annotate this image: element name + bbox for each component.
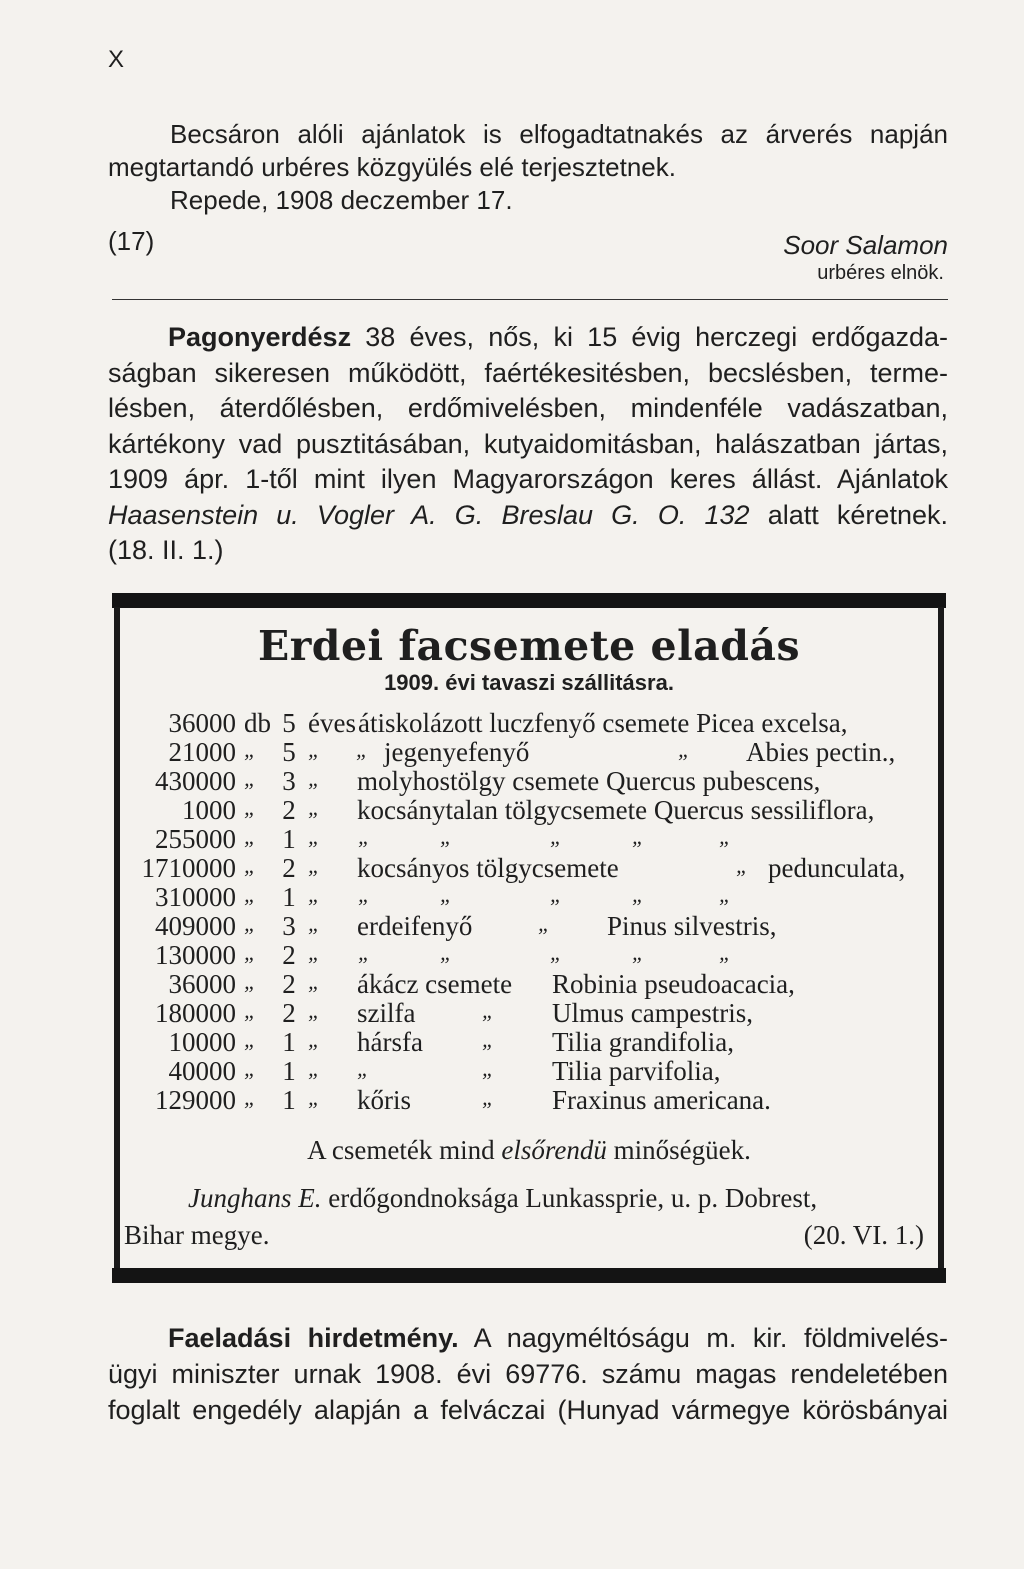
ditto-mark: „	[308, 1085, 321, 1110]
notice-line: kártékony vad pusztitásában, kutyaidomitásban, halászatban jártas,	[108, 428, 948, 459]
notice-line: Becsáron alóli ajánlatok is elfogadtatnakés az árverés napján	[170, 119, 948, 149]
seedling-row	[112, 1027, 946, 1056]
seedling-age: 1	[282, 1056, 296, 1086]
signature-row	[108, 226, 948, 284]
seedling-row	[112, 737, 946, 766]
seedling-name: kőris	[357, 1085, 411, 1115]
seedling-quantity: 130000	[155, 940, 236, 970]
ditto-mark: „	[538, 911, 551, 936]
quality-text: minőségüek.	[606, 1135, 751, 1165]
seedling-unit: db	[244, 708, 271, 738]
ditto-mark: „	[482, 1085, 495, 1110]
ditto-mark: „	[358, 940, 371, 965]
seedling-row	[112, 766, 946, 795]
notice-address: Haasenstein u. Vogler A. G. Breslau G. O. 132	[108, 499, 750, 530]
quality-emphasis: elsőrendü	[501, 1135, 607, 1165]
seedling-quantity: 310000	[155, 882, 236, 912]
ditto-mark: „	[308, 795, 321, 820]
ditto-mark: „	[244, 853, 257, 878]
notice-line: foglalt engedély alapján a felváczai (Hunyad vármegye körösbányai	[108, 1395, 948, 1425]
seedling-row	[112, 824, 946, 853]
notice-line: ügyi miniszter urnak 1908. évi 69776. számu magas rendeletében	[108, 1359, 948, 1389]
seedling-quantity: 1710000	[141, 853, 236, 883]
seedling-age: 3	[282, 911, 296, 941]
ditto-mark: „	[308, 882, 321, 907]
ditto-mark: „	[244, 911, 257, 936]
ditto-mark: „	[308, 1027, 321, 1052]
ditto-mark: „	[244, 882, 257, 907]
ditto-mark: „	[244, 824, 257, 849]
seedling-row	[112, 998, 946, 1027]
seedling-name: molyhostölgy csemete Quercus pubescens,	[357, 766, 821, 796]
seedling-name: kocsánytalan tölgycsemete Quercus sessiliflora,	[357, 795, 875, 825]
ditto-mark: „	[308, 969, 321, 994]
notice-text: 38 éves, nős, ki 15 évig herczegi erdőgazda-	[351, 322, 948, 352]
seedling-quantity: 430000	[155, 766, 236, 796]
seedling-latin-name: Fraxinus americana.	[552, 1085, 771, 1115]
ditto-mark: „	[357, 1056, 370, 1081]
ditto-mark: „	[244, 940, 257, 965]
seedling-quantity: 40000	[168, 1056, 236, 1086]
ad-owner	[188, 1183, 924, 1214]
ditto-mark: „	[308, 766, 321, 791]
seedling-age: 3	[282, 766, 296, 796]
ad-reference: (20. VI. 1.)	[803, 1220, 924, 1250]
seedling-row	[112, 853, 946, 882]
ditto-mark: „	[308, 998, 321, 1023]
notice-line: lésben, áterdőlésben, erdőmivelésben, mindenféle vadászatban,	[108, 393, 948, 423]
notice-text: A nagyméltóságu m. kir. földmivelés-	[458, 1323, 948, 1353]
notice-line: ságban sikeresen működött, faértékesitésben, becslésben, terme-	[108, 357, 948, 388]
ditto-mark: „	[308, 1056, 321, 1081]
seedling-quantity: 129000	[155, 1085, 236, 1115]
seedling-row	[112, 969, 946, 998]
owner-name: Junghans E.	[188, 1183, 322, 1213]
reference-number: (17)	[108, 226, 155, 256]
ditto-mark: „	[632, 824, 645, 849]
notice-lead: Pagonyerdész	[168, 322, 352, 352]
seedling-age: 5	[282, 737, 296, 767]
notice-line	[108, 320, 948, 356]
ditto-mark: „	[308, 911, 321, 936]
seedling-latin-name: Pinus silvestris,	[607, 911, 777, 941]
seedling-latin-name: Robinia pseudoacacia,	[552, 969, 795, 999]
seedling-quantity: 1000	[182, 795, 236, 825]
ditto-mark: „	[358, 824, 371, 849]
ditto-mark: „	[440, 940, 453, 965]
ad-border-bottom	[112, 1268, 946, 1283]
seedling-quantity: 36000	[168, 708, 236, 738]
notice-date: Repede, 1908 deczember 17.	[170, 185, 513, 215]
notice-line: megtartandó urbéres közgyülés elé terjesztetnek.	[108, 152, 676, 182]
seedling-row	[112, 940, 946, 969]
seedling-age: 1	[282, 824, 296, 854]
notice-faeladas	[108, 1320, 948, 1428]
ditto-mark: „	[550, 940, 563, 965]
seedling-age: 2	[282, 940, 296, 970]
seedling-quantity: 10000	[168, 1027, 236, 1057]
ditto-mark: „	[358, 882, 371, 907]
seedling-latin-name: Abies pectin.,	[746, 737, 896, 767]
ditto-mark: „	[356, 737, 369, 762]
seedling-name: erdeifenyő	[357, 911, 473, 941]
seedling-row	[112, 1056, 946, 1085]
notice-text: alatt kéretnek.	[749, 499, 948, 530]
ad-county-row	[124, 1220, 924, 1251]
ditto-mark: „	[736, 853, 749, 878]
notice-lead: Faeladási hirdetmény.	[168, 1323, 459, 1353]
seedling-row	[112, 1085, 946, 1114]
page-mark: X	[108, 46, 125, 73]
seedling-name: hársfa	[357, 1027, 423, 1057]
seedling-age: 2	[282, 795, 296, 825]
notice-pagonyerdesz	[108, 320, 948, 569]
quality-text: A csemeték mind	[307, 1135, 502, 1165]
ditto-mark: „	[244, 795, 257, 820]
notice-line	[108, 498, 948, 534]
ditto-mark: „	[550, 882, 563, 907]
ditto-mark: „	[482, 998, 495, 1023]
ditto-mark: „	[308, 824, 321, 849]
seedling-age: 1	[282, 1027, 296, 1057]
seedling-row	[112, 882, 946, 911]
ditto-mark: „	[244, 998, 257, 1023]
seedling-row	[112, 911, 946, 940]
seedling-latin-name: Tilia parvifolia,	[552, 1056, 721, 1086]
ditto-mark: „	[440, 824, 453, 849]
seedling-age: 1	[282, 1085, 296, 1115]
ditto-mark: „	[308, 853, 321, 878]
ditto-mark: „	[440, 882, 453, 907]
ditto-mark: „	[308, 940, 321, 965]
seedling-name: átiskolázott luczfenyő csemete Picea excelsa,	[358, 708, 848, 738]
signer-name: Soor Salamon	[783, 230, 948, 260]
seedling-row	[112, 795, 946, 824]
ditto-mark: „	[308, 737, 321, 762]
seedling-name: kocsányos tölgycsemete	[357, 853, 619, 883]
seedling-name: jegenyefenyő	[384, 737, 530, 767]
ad-quality-note	[112, 1135, 946, 1166]
seedling-age: 5	[282, 708, 296, 738]
ad-subheadline: 1909. évi tavaszi szállitásra.	[384, 670, 674, 695]
signer-title: urbéres elnök.	[817, 262, 944, 284]
ditto-mark: „	[244, 969, 257, 994]
seedling-row	[112, 708, 946, 737]
ditto-mark: „	[244, 1085, 257, 1110]
ditto-mark: „	[678, 737, 691, 762]
seedling-quantity: 180000	[155, 998, 236, 1028]
divider	[112, 299, 948, 300]
ditto-mark: „	[719, 824, 732, 849]
ad-headline: Erdei facsemete eladás	[257, 622, 801, 670]
ditto-mark: „	[632, 940, 645, 965]
seedling-latin-name: pedunculata,	[768, 853, 906, 883]
notice-urberes	[108, 118, 948, 217]
ditto-mark: „	[244, 1027, 257, 1052]
seedling-age: 1	[282, 882, 296, 912]
seedling-age: 2	[282, 969, 296, 999]
ditto-mark: „	[550, 824, 563, 849]
seedling-quantity: 409000	[155, 911, 236, 941]
seedling-quantity: 36000	[168, 969, 236, 999]
county: Bihar megye.	[124, 1220, 270, 1250]
ditto-mark: „	[244, 737, 257, 762]
ditto-mark: „	[244, 1056, 257, 1081]
seedling-latin-name: Ulmus campestris,	[552, 998, 753, 1028]
ditto-mark: „	[482, 1056, 495, 1081]
notice-line	[108, 1320, 948, 1356]
seedling-quantity: 21000	[168, 737, 236, 767]
seedling-name: ákácz csemete	[357, 969, 513, 999]
ditto-mark: „	[244, 766, 257, 791]
seedling-quantity: 255000	[155, 824, 236, 854]
ditto-mark: „	[632, 882, 645, 907]
seedling-age: 2	[282, 998, 296, 1028]
seedling-age: 2	[282, 853, 296, 883]
ditto-mark: „	[719, 882, 732, 907]
seedling-latin-name: Tilia grandifolia,	[552, 1027, 734, 1057]
notice-line: 1909 ápr. 1-től mint ilyen Magyarországon keres állást. Ajánlatok	[108, 464, 948, 494]
ditto-mark: „	[719, 940, 732, 965]
ad-border-top	[112, 593, 946, 608]
ditto-mark: „	[482, 1027, 495, 1052]
notice-reference: (18. II. 1.)	[108, 535, 224, 565]
seedling-advertisement	[112, 593, 946, 1283]
seedling-name: szilfa	[357, 998, 416, 1028]
seedling-age-unit: éves	[308, 708, 356, 738]
owner-address: erdőgondnoksága Lunkassprie, u. p. Dobrest,	[321, 1183, 818, 1213]
